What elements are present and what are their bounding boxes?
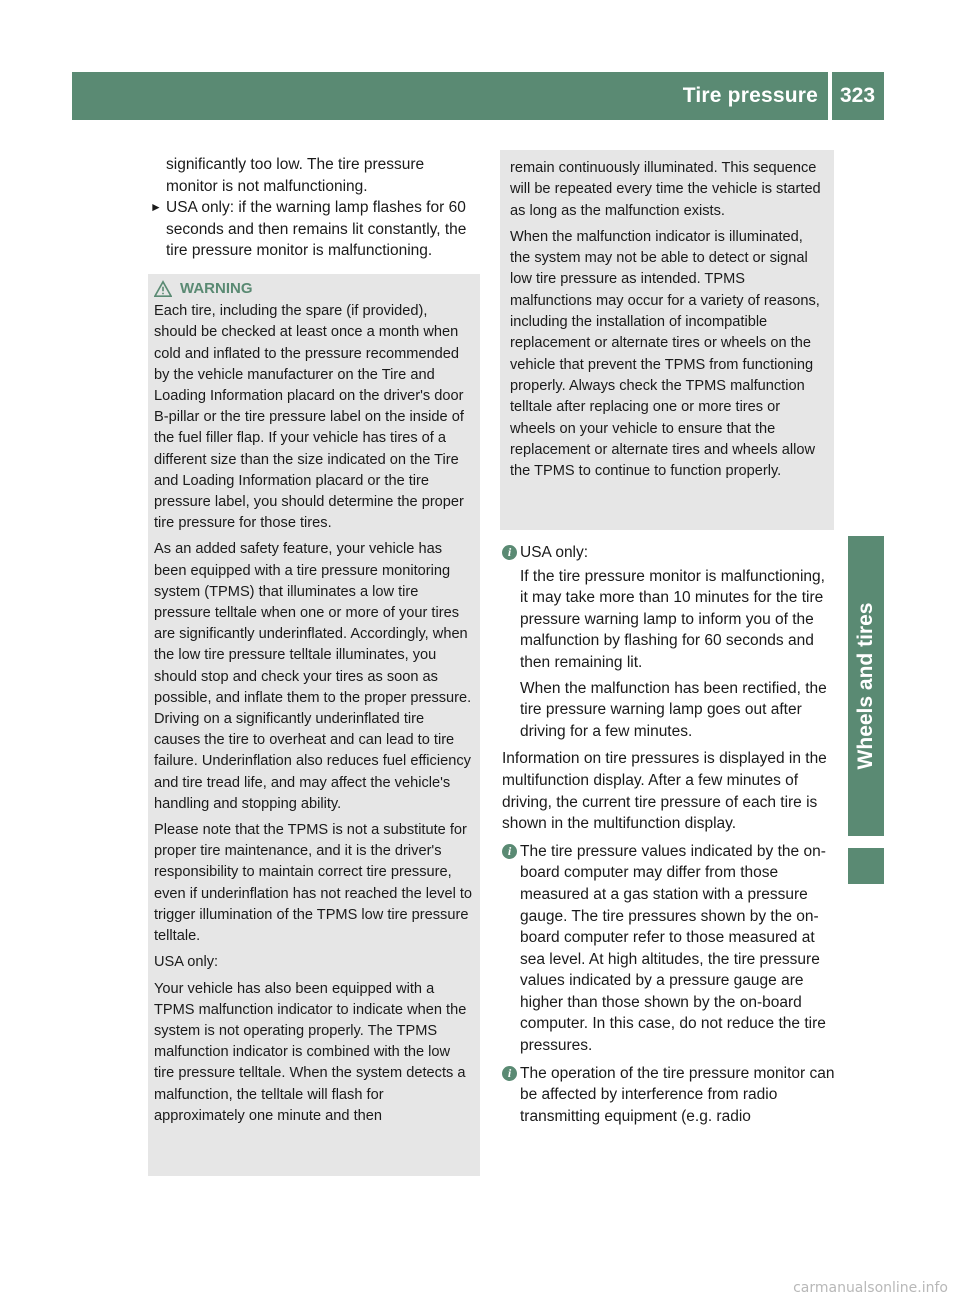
- page-number: 323: [840, 84, 876, 107]
- info-note-gauge-text: The tire pressure values indicated by the on-board computer may differ from those measured at a gas station with a pressure gauge. The tire pressures shown by the on-board computer refer to those measured at sea level. At high altitudes, the tire pressure values indicated by a pressure gauge are higher than those shown by the on-board computer. In this case, do not reduce the tire pressures.: [520, 842, 826, 1055]
- warning-paragraph-3: Please note that the TPMS is not a substitute for proper tire maintenance, and it is the driver's responsibility to maintain correct tire pressure, even if underinflation has not reached the level to trigger illumination of the TPMS low tire pressure telltale.: [154, 822, 473, 945]
- info-note-interference-text: The operation of the tire pressure monitor can be affected by interference from radio transmitting equipment (e.g. radio: [520, 1064, 835, 1125]
- info-note-usa: [502, 542, 836, 742]
- warning-paragraph-1: Each tire, including the spare (if provided), should be checked at least once a month when cold and inflated to the pressure recommended by the vehicle manufacturer on the Tire and Loading Information placard on the driver's door B-pillar or the tire pressure label on the inside of the fuel filler flap. If your vehicle has tires of a different size than the size indicated on the Tire and Loading Information placard or the tire pressure label, you should determine the proper tire pressure for those tires.: [154, 303, 464, 532]
- intro-paragraph: significantly too low. The tire pressure monitor is not malfunctioning.: [166, 156, 425, 195]
- info-note-interference: [502, 1063, 836, 1128]
- warning-continued-box: [500, 150, 834, 530]
- info-icon: i: [502, 1066, 517, 1081]
- info-icon: i: [502, 545, 517, 560]
- header-separator: [828, 72, 832, 120]
- display-paragraph: Information on tire pressures is displayed in the multifunction display. After a few minutes of driving, the current tire pressure of each tire is shown in the multifunction display.: [502, 750, 827, 833]
- warning-box: [148, 274, 480, 1176]
- info-icon: i: [502, 844, 517, 859]
- page-title: Tire pressure: [682, 84, 818, 107]
- left-column-intro: [148, 154, 480, 262]
- warning-heading: [154, 278, 474, 299]
- warning-paragraph-2: As an added safety feature, your vehicle has been equipped with a tire pressure monitoring system (TPMS) that illuminates a low tire pressure telltale when one or more of your tires are significantly underinflated. Accordingly, when the low tire pressure telltale illuminates, you should stop and check your tires as soon as possible, and inflate them to the proper pressure. Driving on a significantly underinflated tire causes the tire to overheat and can lead to tire failure. Underinflation also reduces fuel efficiency and tire tread life, and may affect the vehicle's handling and stopping ability.: [154, 541, 472, 812]
- usa-bullet: [148, 197, 480, 262]
- watermark: carmanualsonline.info: [793, 1280, 948, 1296]
- usa-bullet-text: USA only: if the warning lamp flashes for 60 seconds and then remains lit constantly, the tire pressure monitor is malfunctioning.: [166, 199, 467, 259]
- warning-cont-paragraph-1: remain continuously illuminated. This sequence will be repeated every time the vehicle is started as long as the malfunction exists.: [510, 160, 821, 219]
- warning-paragraph-5: Your vehicle has also been equipped with a TPMS malfunction indicator to indicate when the system is not operating properly. The TPMS malfunction indicator is combined with the low tire pressure telltale. When the system detects a malfunction, the telltale will flash for approximately one minute and then: [154, 980, 467, 1124]
- info-note-usa-p1: If the tire pressure monitor is malfunctioning, it may take more than 10 minutes for the tire pressure warning lamp to inform you of the malfunction by flashing for 60 seconds and then remaining lit.: [520, 567, 825, 671]
- info-note-usa-head: USA only:: [520, 544, 589, 561]
- side-tab-label: Wheels and tires: [854, 602, 877, 770]
- warning-triangle-icon: [154, 280, 172, 298]
- warning-label: WARNING: [180, 280, 253, 297]
- info-note-usa-p2: When the malfunction has been rectified, the tire pressure warning lamp goes out after driving for a few minutes.: [520, 679, 827, 740]
- side-marker: [848, 848, 884, 884]
- warning-cont-paragraph-2: When the malfunction indicator is illuminated, the system may not be able to detect or signal low tire pressure as intended. TPMS malfunctions may occur for a variety of reasons, including the installation of incompatible replacement or alternate tires or wheels on the vehicle that prevent the TPMS from functioning properly. Always check the TPMS malfunction telltale after replacing one or more tires or wheels on your vehicle to ensure that the replacement or alternate tires and wheels allow the TPMS to continue to function properly.: [510, 228, 820, 480]
- bullet-icon: ►: [150, 200, 162, 214]
- info-note-gauge: [502, 841, 836, 1057]
- right-column-text: [502, 542, 836, 1133]
- warning-paragraph-4: USA only:: [154, 954, 219, 971]
